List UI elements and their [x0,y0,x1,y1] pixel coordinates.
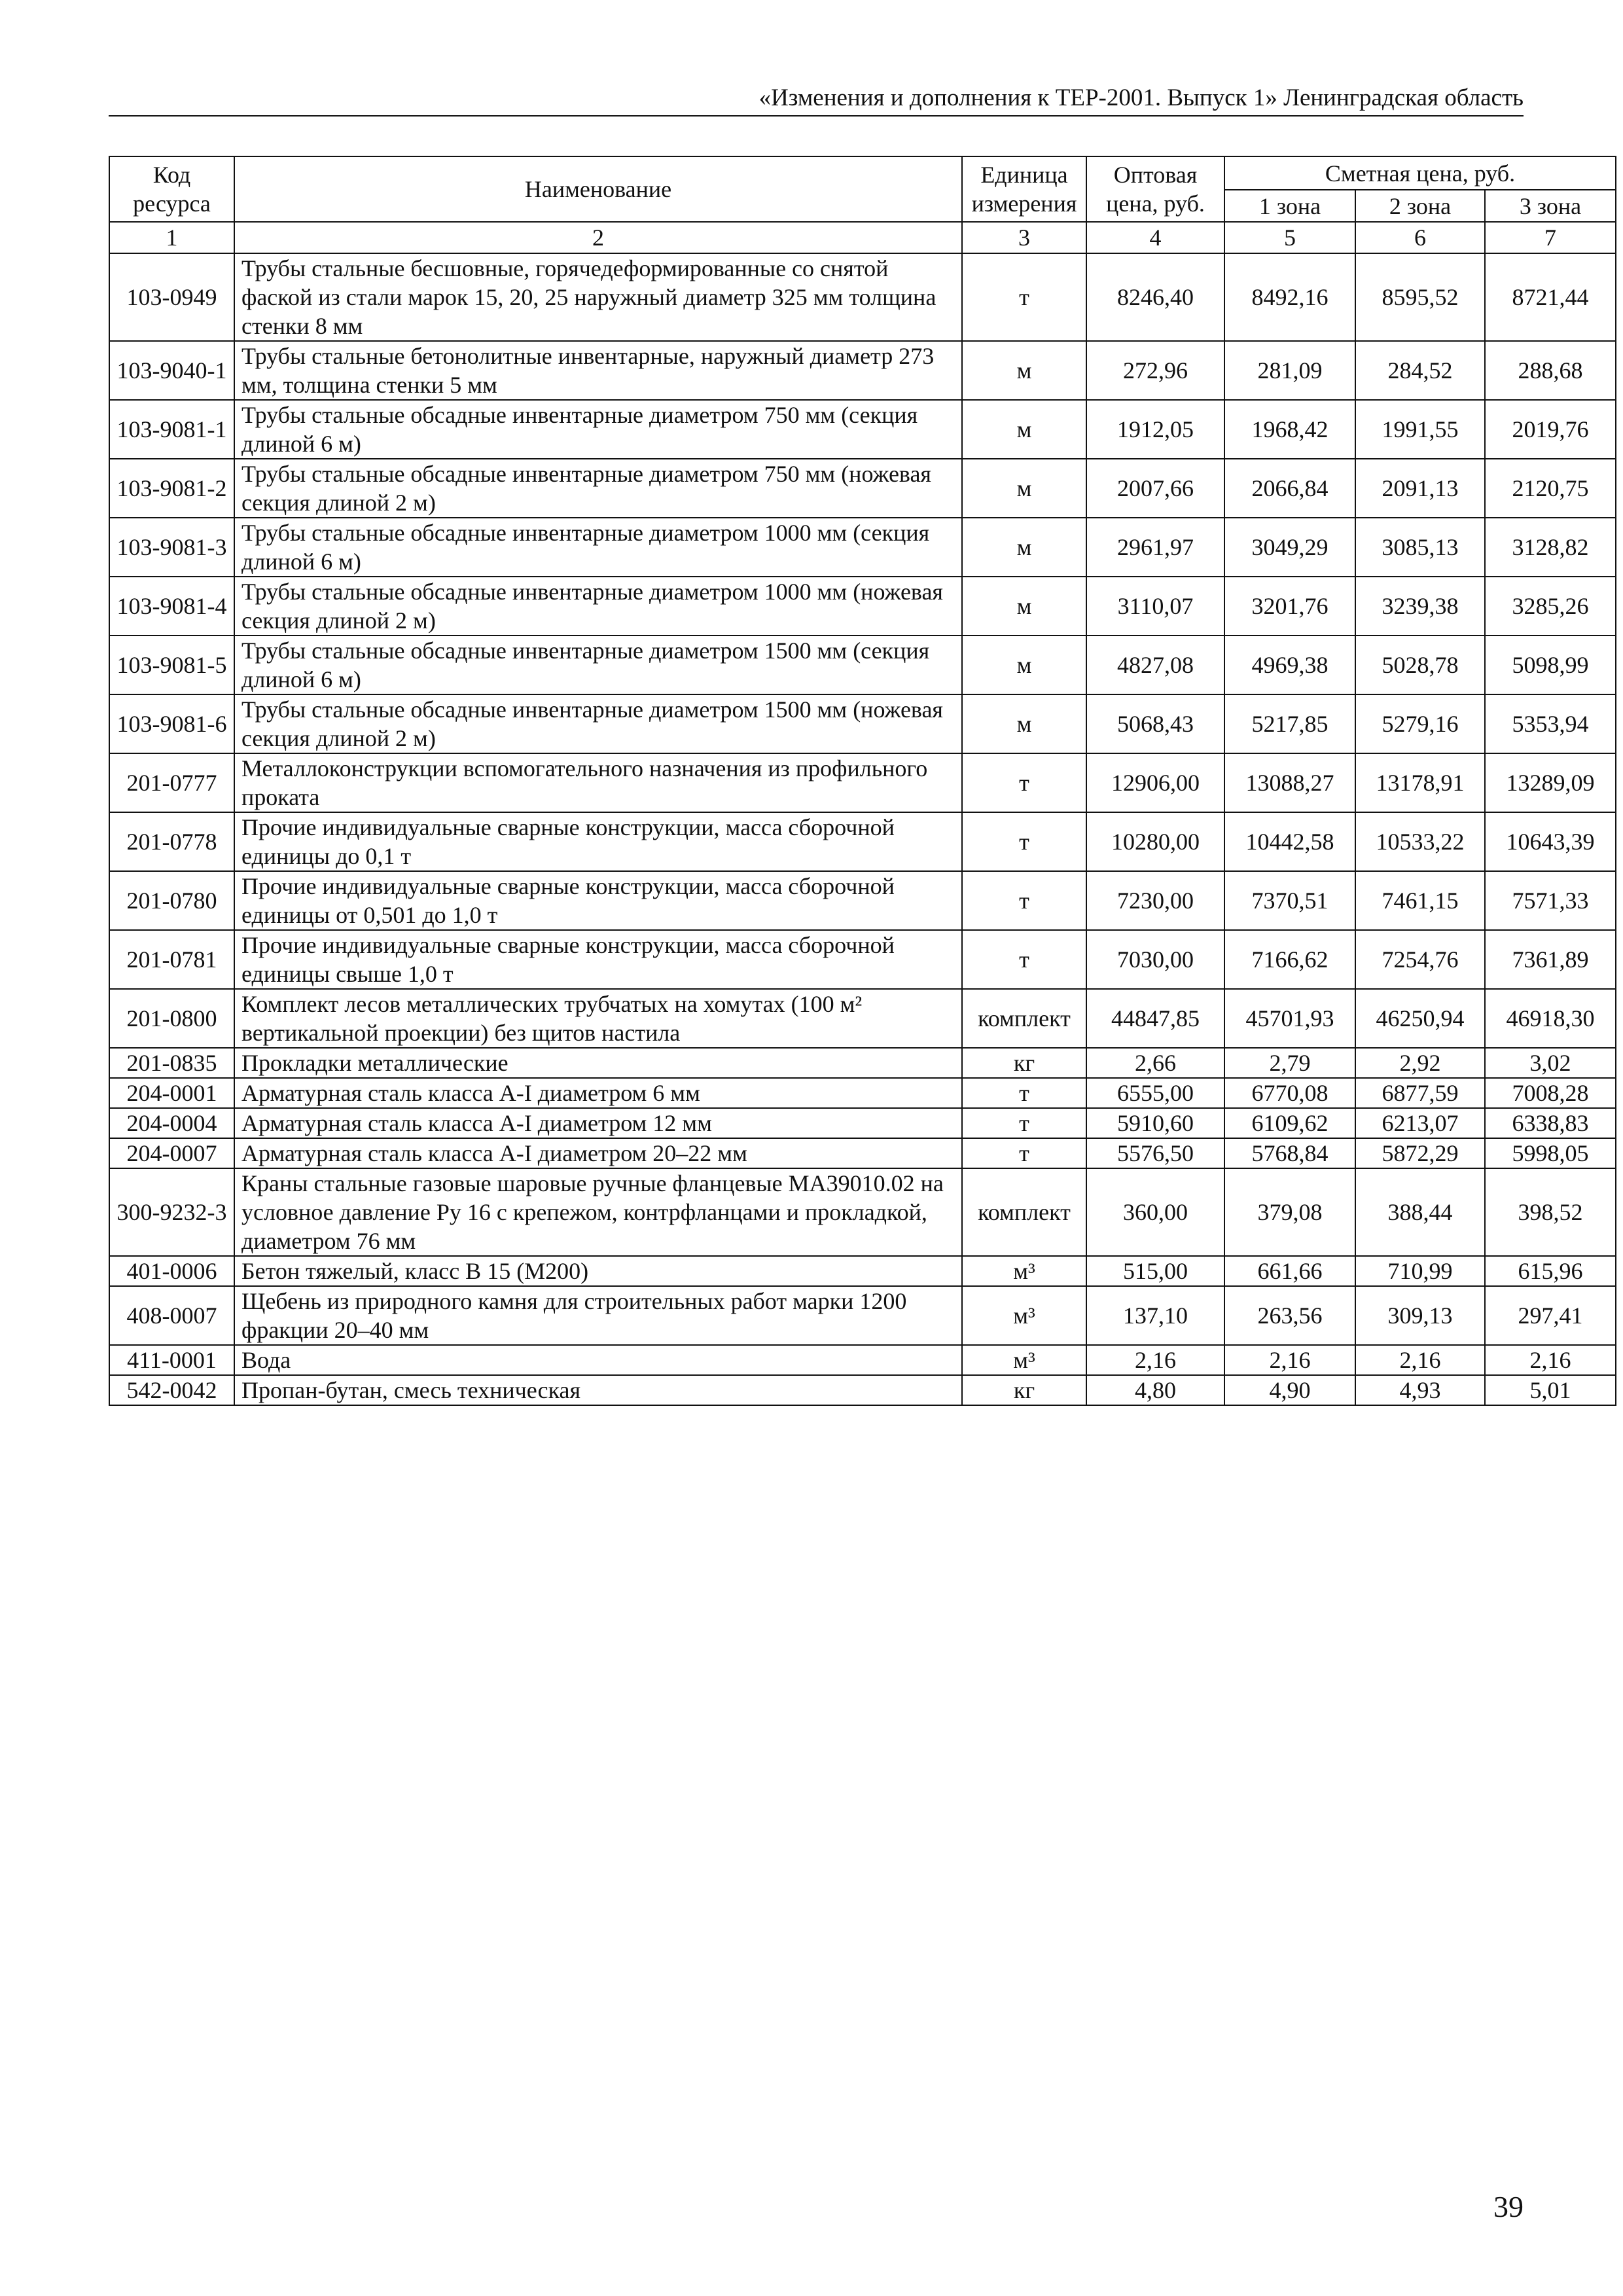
table-row [109,1108,1616,1138]
column-number: 4 [1086,222,1224,253]
zone-3-price: 7008,28 [1485,1078,1616,1108]
header-zone-3: 3 зона [1485,190,1616,222]
unit: комплект [962,1168,1086,1256]
resource-name: Трубы стальные обсадные инвентарные диаметром 750 мм (ножевая секция длиной 2 м) [234,459,962,518]
table-row [109,694,1616,753]
zone-2-price: 2091,13 [1355,459,1485,518]
column-number: 3 [962,222,1086,253]
zone-2-price: 46250,94 [1355,989,1485,1048]
table-row [109,1286,1616,1345]
resource-code: 411-0001 [109,1345,234,1375]
table-header [109,156,1616,253]
resource-code: 103-9040-1 [109,341,234,400]
zone-3-price: 10643,39 [1485,812,1616,871]
zone-3-price: 2,16 [1485,1345,1616,1375]
unit: т [962,1078,1086,1108]
zone-1-price: 10442,58 [1224,812,1355,871]
zone-2-price: 7254,76 [1355,930,1485,989]
zone-3-price: 7361,89 [1485,930,1616,989]
zone-2-price: 8595,52 [1355,253,1485,341]
unit: м³ [962,1286,1086,1345]
resource-code: 103-9081-2 [109,459,234,518]
wholesale-price: 5068,43 [1086,694,1224,753]
resource-name: Арматурная сталь класса А-I диаметром 6 мм [234,1078,962,1108]
zone-2-price: 1991,55 [1355,400,1485,459]
zone-3-price: 13289,09 [1485,753,1616,812]
wholesale-price: 2,16 [1086,1345,1224,1375]
page-number: 39 [1493,2190,1524,2223]
resource-name: Трубы стальные обсадные инвентарные диаметром 1500 мм (ножевая секция длиной 2 м) [234,694,962,753]
table-row [109,930,1616,989]
header-zone-1: 1 зона [1224,190,1355,222]
unit: м [962,636,1086,694]
zone-1-price: 13088,27 [1224,753,1355,812]
zone-1-price: 1968,42 [1224,400,1355,459]
zone-3-price: 2120,75 [1485,459,1616,518]
zone-1-price: 379,08 [1224,1168,1355,1256]
resource-code: 103-9081-3 [109,518,234,577]
table-row [109,341,1616,400]
header-zone-2: 2 зона [1355,190,1485,222]
resource-name: Арматурная сталь класса А-I диаметром 20–22 мм [234,1138,962,1168]
table-row [109,1168,1616,1256]
wholesale-price: 5576,50 [1086,1138,1224,1168]
wholesale-price: 3110,07 [1086,577,1224,636]
zone-1-price: 5768,84 [1224,1138,1355,1168]
table-row [109,400,1616,459]
wholesale-price: 4,80 [1086,1375,1224,1405]
table-row [109,253,1616,341]
resource-name: Трубы стальные обсадные инвентарные диаметром 1500 мм (секция длиной 6 м) [234,636,962,694]
wholesale-price: 515,00 [1086,1256,1224,1286]
zone-3-price: 3,02 [1485,1048,1616,1078]
header-rule [109,115,1524,117]
resource-name: Прочие индивидуальные сварные конструкции, масса сборочной единицы свыше 1,0 т [234,930,962,989]
zone-1-price: 263,56 [1224,1286,1355,1345]
column-number: 5 [1224,222,1355,253]
resource-code: 201-0781 [109,930,234,989]
zone-2-price: 3239,38 [1355,577,1485,636]
resource-name: Щебень из природного камня для строительных работ марки 1200 фракции 20–40 мм [234,1286,962,1345]
zone-1-price: 7166,62 [1224,930,1355,989]
zone-1-price: 3201,76 [1224,577,1355,636]
unit: т [962,753,1086,812]
resource-code: 204-0001 [109,1078,234,1108]
resource-code: 103-9081-4 [109,577,234,636]
unit: м³ [962,1256,1086,1286]
wholesale-price: 44847,85 [1086,989,1224,1048]
zone-2-price: 309,13 [1355,1286,1485,1345]
zone-3-price: 46918,30 [1485,989,1616,1048]
zone-3-price: 6338,83 [1485,1108,1616,1138]
zone-1-price: 7370,51 [1224,871,1355,930]
zone-2-price: 5279,16 [1355,694,1485,753]
wholesale-price: 1912,05 [1086,400,1224,459]
resource-name: Вода [234,1345,962,1375]
zone-3-price: 288,68 [1485,341,1616,400]
table-row [109,1138,1616,1168]
unit: т [962,812,1086,871]
zone-2-price: 13178,91 [1355,753,1485,812]
wholesale-price: 7230,00 [1086,871,1224,930]
unit: комплект [962,989,1086,1048]
zone-3-price: 8721,44 [1485,253,1616,341]
resource-code: 103-9081-5 [109,636,234,694]
zone-1-price: 3049,29 [1224,518,1355,577]
resource-name: Прокладки металлические [234,1048,962,1078]
zone-1-price: 4969,38 [1224,636,1355,694]
header-name: Наименование [234,156,962,222]
wholesale-price: 8246,40 [1086,253,1224,341]
header-code: Код ресурса [109,156,234,222]
wholesale-price: 12906,00 [1086,753,1224,812]
resource-code: 204-0007 [109,1138,234,1168]
resource-code: 201-0780 [109,871,234,930]
resource-name: Краны стальные газовые шаровые ручные фланцевые МА39010.02 на условное давление Ру 16 с крепежом, контрфланцами и прокладкой, диаметром 76 мм [234,1168,962,1256]
zone-3-price: 5098,99 [1485,636,1616,694]
zone-1-price: 4,90 [1224,1375,1355,1405]
wholesale-price: 360,00 [1086,1168,1224,1256]
table-row [109,989,1616,1048]
resource-code: 201-0800 [109,989,234,1048]
zone-3-price: 5998,05 [1485,1138,1616,1168]
column-number: 2 [234,222,962,253]
resource-name: Трубы стальные обсадные инвентарные диаметром 1000 мм (секция длиной 6 м) [234,518,962,577]
resource-code: 300-9232-3 [109,1168,234,1256]
running-header: «Изменения и дополнения к ТЕР-2001. Выпуск 1» Ленинградская область [758,84,1524,111]
table-row [109,459,1616,518]
resource-code: 201-0778 [109,812,234,871]
zone-1-price: 281,09 [1224,341,1355,400]
wholesale-price: 7030,00 [1086,930,1224,989]
resource-name: Прочие индивидуальные сварные конструкции, масса сборочной единицы от 0,501 до 1,0 т [234,871,962,930]
resource-code: 103-9081-1 [109,400,234,459]
wholesale-price: 2,66 [1086,1048,1224,1078]
wholesale-price: 4827,08 [1086,636,1224,694]
resource-code: 408-0007 [109,1286,234,1345]
zone-1-price: 8492,16 [1224,253,1355,341]
zone-2-price: 5028,78 [1355,636,1485,694]
zone-2-price: 3085,13 [1355,518,1485,577]
column-number: 6 [1355,222,1485,253]
unit: т [962,1108,1086,1138]
table-row [109,1048,1616,1078]
zone-2-price: 4,93 [1355,1375,1485,1405]
unit: м [962,341,1086,400]
zone-3-price: 3128,82 [1485,518,1616,577]
zone-1-price: 45701,93 [1224,989,1355,1048]
table-row [109,1078,1616,1108]
resource-code: 204-0004 [109,1108,234,1138]
zone-1-price: 6770,08 [1224,1078,1355,1108]
unit: т [962,871,1086,930]
table-row [109,636,1616,694]
zone-2-price: 7461,15 [1355,871,1485,930]
zone-2-price: 10533,22 [1355,812,1485,871]
table-body [109,253,1616,1405]
unit: т [962,1138,1086,1168]
resource-code: 103-0949 [109,253,234,341]
resource-name: Трубы стальные обсадные инвентарные диаметром 1000 мм (ножевая секция длиной 2 м) [234,577,962,636]
unit: т [962,253,1086,341]
zone-1-price: 6109,62 [1224,1108,1355,1138]
zone-3-price: 615,96 [1485,1256,1616,1286]
zone-2-price: 6877,59 [1355,1078,1485,1108]
unit: кг [962,1375,1086,1405]
table-row [109,577,1616,636]
resource-name: Трубы стальные бесшовные, горячедеформированные со снятой фаской из стали марок 15, 20, 25 наружный диаметр 325 мм толщина стенки 8 мм [234,253,962,341]
unit: м [962,459,1086,518]
wholesale-price: 2007,66 [1086,459,1224,518]
zone-1-price: 5217,85 [1224,694,1355,753]
unit: кг [962,1048,1086,1078]
zone-2-price: 6213,07 [1355,1108,1485,1138]
resource-code: 201-0835 [109,1048,234,1078]
table-row [109,753,1616,812]
zone-2-price: 5872,29 [1355,1138,1485,1168]
zone-3-price: 3285,26 [1485,577,1616,636]
unit: м [962,577,1086,636]
table-row [109,518,1616,577]
zone-3-price: 5,01 [1485,1375,1616,1405]
wholesale-price: 6555,00 [1086,1078,1224,1108]
zone-1-price: 2,79 [1224,1048,1355,1078]
price-table [109,156,1616,1406]
unit: м [962,518,1086,577]
header-estimate-price: Сметная цена, руб. [1224,156,1616,190]
header-wholesale-price: Оптовая цена, руб. [1086,156,1224,222]
unit: м [962,400,1086,459]
resource-name: Трубы стальные обсадные инвентарные диаметром 750 мм (секция длиной 6 м) [234,400,962,459]
table-row [109,1375,1616,1405]
resource-name: Трубы стальные бетонолитные инвентарные, наружный диаметр 273 мм, толщина стенки 5 мм [234,341,962,400]
wholesale-price: 2961,97 [1086,518,1224,577]
unit: м³ [962,1345,1086,1375]
header-unit: Единица измерения [962,156,1086,222]
resource-name: Арматурная сталь класса А-I диаметром 12 мм [234,1108,962,1138]
zone-1-price: 661,66 [1224,1256,1355,1286]
column-number: 7 [1485,222,1616,253]
zone-2-price: 284,52 [1355,341,1485,400]
table-row [109,1345,1616,1375]
wholesale-price: 137,10 [1086,1286,1224,1345]
zone-3-price: 398,52 [1485,1168,1616,1256]
resource-name: Прочие индивидуальные сварные конструкции, масса сборочной единицы до 0,1 т [234,812,962,871]
zone-3-price: 5353,94 [1485,694,1616,753]
unit: м [962,694,1086,753]
resource-code: 401-0006 [109,1256,234,1286]
zone-3-price: 2019,76 [1485,400,1616,459]
zone-2-price: 2,16 [1355,1345,1485,1375]
column-number: 1 [109,222,234,253]
zone-2-price: 2,92 [1355,1048,1485,1078]
resource-code: 103-9081-6 [109,694,234,753]
resource-code: 542-0042 [109,1375,234,1405]
wholesale-price: 272,96 [1086,341,1224,400]
table-row [109,1256,1616,1286]
zone-1-price: 2,16 [1224,1345,1355,1375]
zone-1-price: 2066,84 [1224,459,1355,518]
table-row [109,812,1616,871]
resource-name: Пропан-бутан, смесь техническая [234,1375,962,1405]
resource-name: Металлоконструкции вспомогательного назначения из профильного проката [234,753,962,812]
zone-3-price: 7571,33 [1485,871,1616,930]
zone-2-price: 710,99 [1355,1256,1485,1286]
resource-code: 201-0777 [109,753,234,812]
wholesale-price: 5910,60 [1086,1108,1224,1138]
resource-name: Бетон тяжелый, класс В 15 (М200) [234,1256,962,1286]
table-row [109,871,1616,930]
wholesale-price: 10280,00 [1086,812,1224,871]
resource-name: Комплект лесов металлических трубчатых на хомутах (100 м² вертикальной проекции) без щитов настила [234,989,962,1048]
zone-2-price: 388,44 [1355,1168,1485,1256]
unit: т [962,930,1086,989]
zone-3-price: 297,41 [1485,1286,1616,1345]
